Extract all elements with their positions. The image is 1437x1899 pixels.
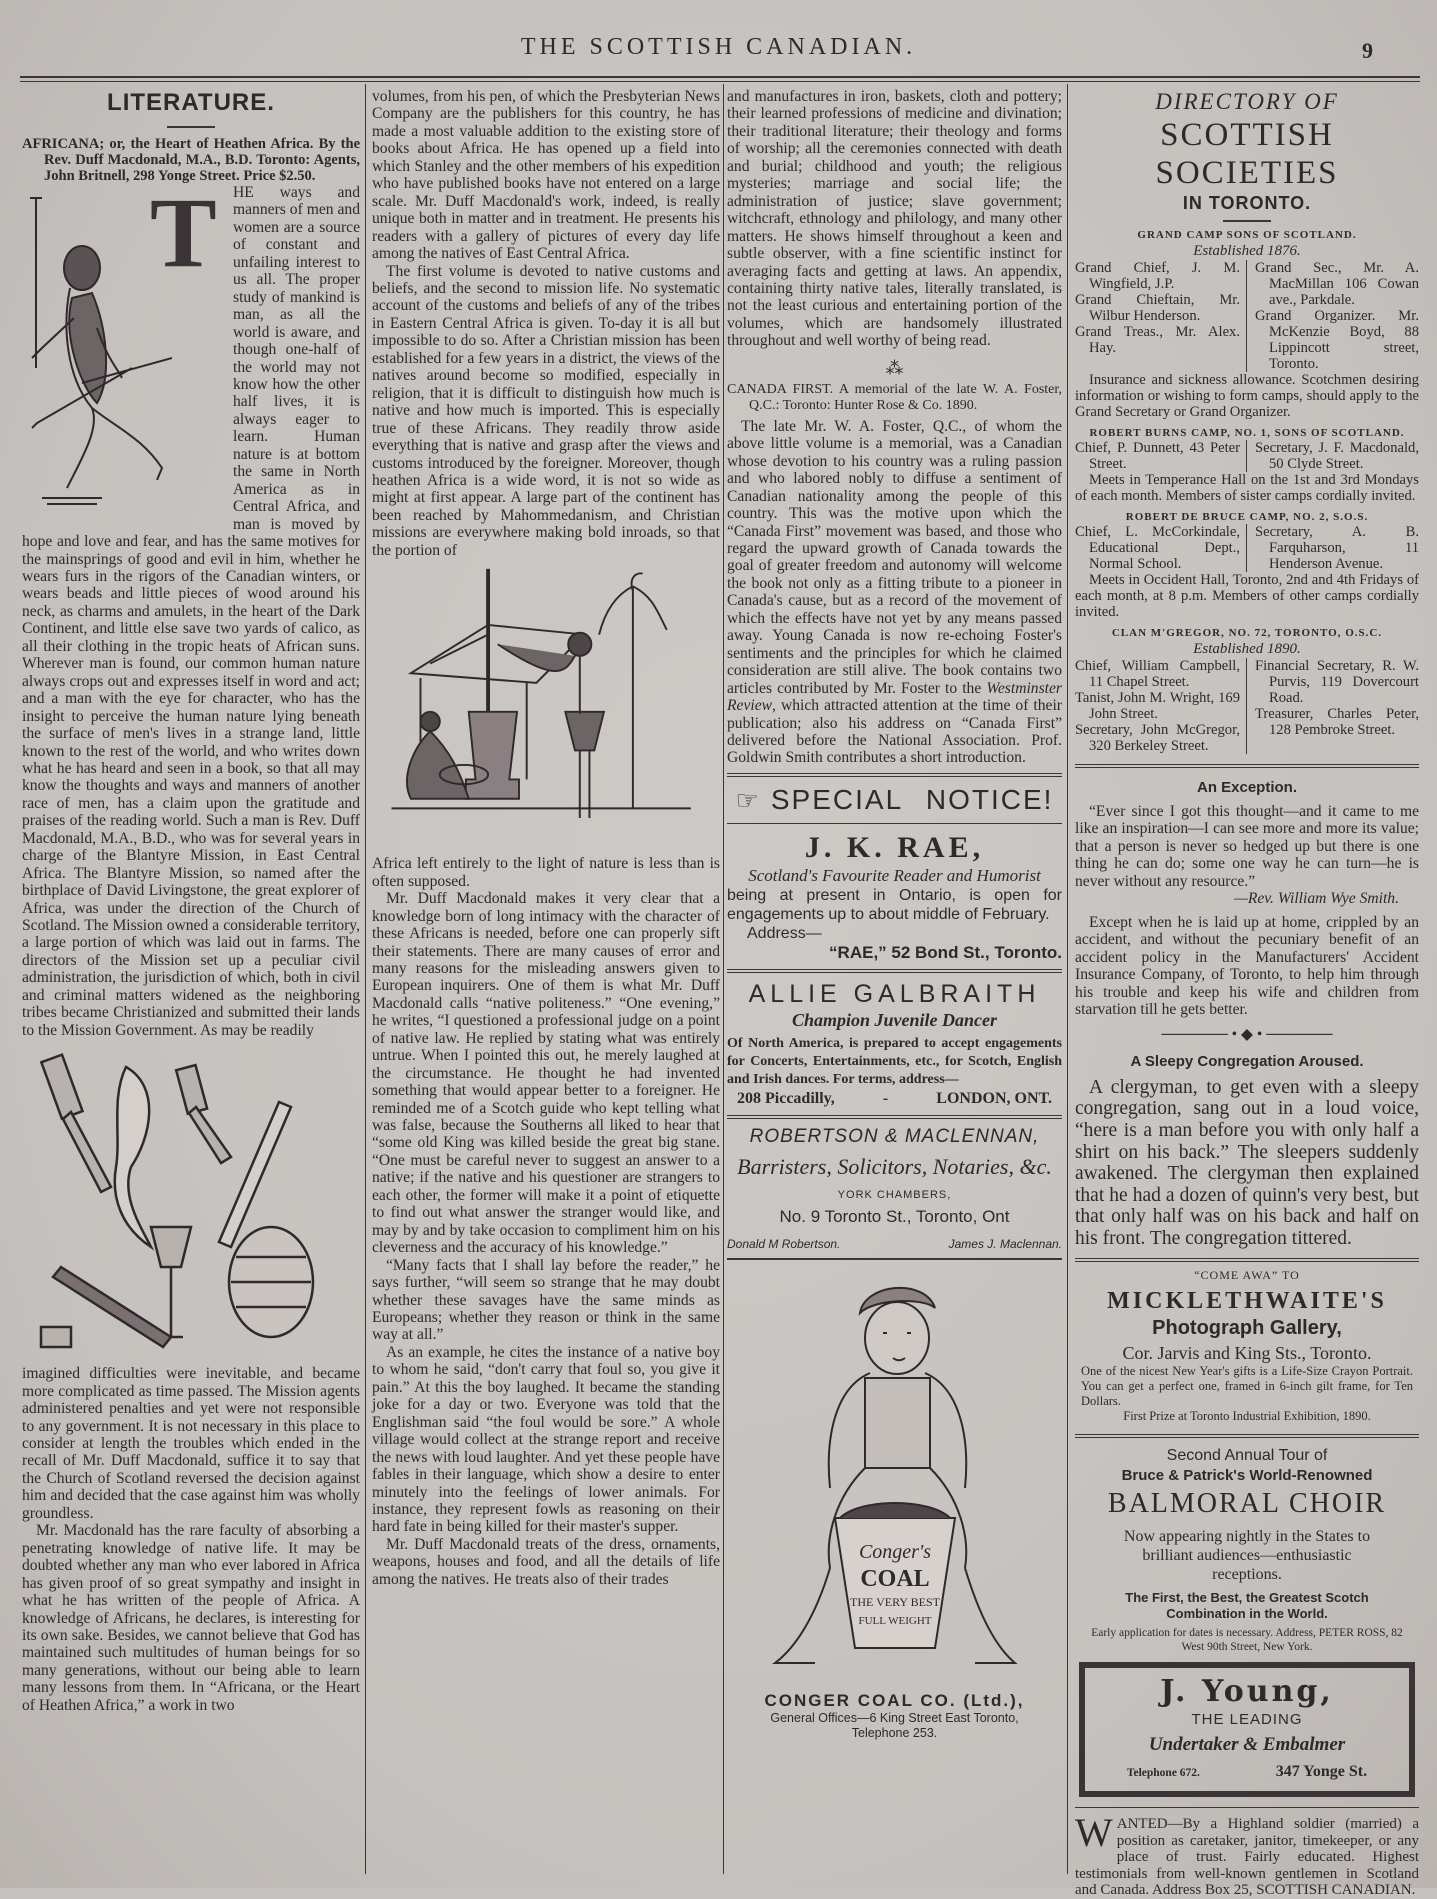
column-3-upper — [727, 88, 1062, 767]
column-2 — [372, 88, 720, 1588]
asterism: ⁂ — [885, 357, 904, 378]
village-scene-illustration — [386, 567, 706, 847]
choir-contact: Early application for dates is necessary. Address, PETER ROSS, 82 West 90th Street, New York. — [1091, 1626, 1403, 1653]
law-firm-profession: Barristers, Solicitors, Notaries, &c. — [737, 1154, 1052, 1180]
undertaker-address: 347 Yonge St. — [1275, 1762, 1368, 1780]
dancer-street: 208 Piccadilly, — [737, 1090, 835, 1108]
officer: Secretary, J. F. Macdonald, 50 Clyde Street. — [1255, 440, 1419, 472]
choir-name: BALMORAL CHOIR — [1107, 1487, 1387, 1519]
camp-established: Established 1876. — [1193, 243, 1301, 259]
directory-title: IN TORONTO. — [1182, 193, 1312, 213]
coal-company: CONGER COAL CO. (Ltd.), — [764, 1690, 1025, 1710]
text-span: The late Mr. W. A. Foster, Q.C., of whom the above little volume is a memorial, was a Canadian whose devotion to his country was a ruling passion and who labored nobly to diffuse a sentiment of Canadian nationality among the people of this country. This was the motive upon which the “Canada First” movement was based, and those who regard the upward growth of Canada towards the goal of greater freedom and autonomy will welcome the book not only as a fitting tribute to a pioneer in Canada's cause, but as a record of the movement of which the effects have not yet by any means passed away. Young Canada is now re-echoing Foster's sentiments and the principles for which he claimed consideration are still alive. The book contains two articles contributed by Mr. Foster to the — [727, 417, 1062, 697]
studio-type: Photograph Gallery, — [1152, 1316, 1342, 1339]
page-number: 9 — [1362, 38, 1373, 63]
performer-name: J. K. RAE, — [804, 831, 985, 865]
ad-rule — [727, 773, 1062, 777]
studio-body: One of the nicest New Year's gifts is a Life-Size Crayon Portrait. You can get a perfect one, framed in 6-inch gilt frame, for Ten Dollars. — [1081, 1363, 1413, 1408]
camp-note: Meets in Occident Hall, Toronto, 2nd and 4th Fridays of each month, at 8 p.m. Members of other camps cordially invited. — [1075, 572, 1419, 620]
drop-cap: T — [150, 177, 217, 288]
directory-title: SCOTTISH SOCIETIES — [1155, 117, 1339, 191]
book-reference: CANADA FIRST. A memorial of the late W. A. Foster, Q.C.: Toronto: Hunter Rose & Co. 1890. — [727, 381, 1062, 413]
camp-entry — [1075, 510, 1419, 620]
ad-pre: “COME AWA” TO — [1194, 1267, 1300, 1282]
section-rule — [1075, 1807, 1419, 1809]
coal-advertisement — [727, 1690, 1062, 1741]
article-paragraph: “Many facts that I shall lay before the reader,” he says further, “will seem so strange that he may doubt whether these savages have the same minds as Europeans; whether they reason or think in the same way at all.” — [372, 1256, 720, 1344]
dancer-name: ALLIE GALBRAITH — [748, 980, 1041, 1009]
section-rule — [1075, 1258, 1419, 1262]
article-paragraph: Mr. Macdonald has the rare faculty of absorbing a penetrating knowledge of native life. It may be doubted whether any man who ever labored in Africa has given proof of so great sympathy and insight in what he has written of the people of Africa. A knowledge of Africans, he declares, is interesting for its own sake. Besides, we cannot believe that God has maintained such multitudes of human beings for so many generations, without our being able to learn many lessons from them. In “Africana, or the Heart of Heathen Africa,” a work in two — [22, 1522, 360, 1714]
dancer-title: Champion Juvenile Dancer — [791, 1010, 997, 1031]
quote: “Ever since I got this thought—and it came to me like an inspiration—I can see more and more its value; that a person is never so hedged up but there is one thing he can do; some one way he can turn—he is never without any resource.” — [1075, 803, 1419, 890]
running-man-illustration — [22, 177, 227, 524]
text-span: , which attracted attention at the time of their publication; also his address on “Canada First” delivered before the National Association. Prof. Goldwin Smith contributes a short introduction. — [727, 697, 1062, 767]
ad-rule — [727, 823, 1062, 825]
article-paragraph: A clergyman, to get even with a sleepy congregation, sang out in a loud voice, “here is a man before you with only half a shirt on his back.” The sleepers suddenly awakened. The clergyman then explained that he had a dozen of quinn's very best, but that only half was on his back and half on his front. The congregation tittered. — [1075, 1076, 1419, 1250]
column-rule — [723, 84, 724, 1874]
tour-line: Second Annual Tour of — [1166, 1446, 1328, 1464]
officer: Secretary, John McGregor, 320 Berkeley Street. — [1075, 722, 1240, 754]
pipes-illustration — [31, 1047, 351, 1357]
ornamental-divider: ────── • ◆ • ────── — [1161, 1026, 1333, 1044]
rae-advertisement — [727, 767, 1062, 1266]
studio-name: MICKLETHWAITE'S — [1107, 1287, 1387, 1314]
law-firm-chambers: YORK CHAMBERS, — [837, 1189, 952, 1202]
dancer-address — [727, 1089, 1062, 1109]
camp-note: Meets in Temperance Hall on the 1st and 3rd Mondays of each month. Members of sister camps cordially invited. — [1075, 472, 1419, 504]
article-paragraph: imagined difficulties were inevitable, and became more complicated as time passed. The Mission agents administered penalties and yet were not responsible to any government. It is not necessary in this place to consider at length the troubles which ended in the recall of Mr. Duff Macdonald, suffice it to say that the Church of Scotland reversed the decision against him and decided that the case against him was wholly groundless. — [22, 1365, 360, 1522]
column-1-upper — [22, 88, 360, 1039]
directory-scottish-societies — [1075, 88, 1419, 774]
studio-address: Cor. Jarvis and King Sts., Toronto. — [1122, 1342, 1372, 1363]
column-4 — [1075, 88, 1419, 1899]
quote-attribution: —Rev. William Wye Smith. — [1233, 890, 1399, 908]
camp-established: Established 1890. — [1193, 641, 1301, 657]
article-paragraph: Mr. Duff Macdonald makes it very clear that a knowledge born of long intimacy with the character of these Africans is needed, before one can properly sift their statements. There are many causes of error and many reasons for the misleading answers given to European inquirers. One of them is what Mr. Duff Macdonald calls “native politeness.” “One evening,” he writes, “I questioned a professional judge on a point of native law. He replied by stating what was entirely untrue. When I pointed this out, he merely laughed at the circumstance. He thought he had invented something that would appear better to a foreigner. He reminded me of a Scotch guide who kept telling what was false, because the Southerns all liked to hear that “some old King was killed beside the great big stane. “One must be careful never to suggest an answer to a native; if the native and his questioner are strangers to each other, the former will make it a point of etiquette to find out what answer the stranger would like, and may by and by take occasion to compliment him on his cleverness and the accuracy of his knowledge.” — [372, 890, 720, 1257]
pointing-hand-icon: ☞ — [735, 784, 761, 815]
dancer-city: LONDON, ONT. — [936, 1090, 1052, 1108]
wanted-body: ANTED—By a Highland soldier (married) a position as caretaker, janitor, timekeeper, or any place of trust. Fairly educated. Highest testimonials from well-known gentlemen in Scotland and Canada. Address Box 25, SCOTTISH CANADIAN. — [1075, 1816, 1419, 1899]
directory-title: DIRECTORY OF — [1155, 89, 1339, 114]
undertaker-leading: THE LEADING — [1191, 1710, 1303, 1728]
camp-name: ROBERT BURNS CAMP, NO. 1, SONS OF SCOTLAND. — [1089, 427, 1405, 439]
performer-tagline: Scotland's Favourite Reader and Humorist — [748, 866, 1041, 886]
partner-name: Donald M Robertson. — [727, 1237, 841, 1252]
boy-with-coal-bag-drawing — [735, 1268, 1055, 1688]
law-firm-name: ROBERTSON & MACLENNAN, — [749, 1126, 1040, 1148]
bag-label: THE VERY BEST — [849, 1594, 940, 1609]
coal-offices: General Offices—6 King Street East Toronto, — [770, 1710, 1019, 1725]
officer: Secretary, A. B. Farquharson, 11 Henderson Avenue. — [1255, 524, 1419, 572]
studio-prize: First Prize at Toronto Industrial Exhibition, 1890. — [1123, 1408, 1371, 1423]
tour-line: Bruce & Patrick's World-Renowned — [1121, 1466, 1373, 1484]
camp-entry — [1075, 228, 1419, 420]
officer: Grand Sec., Mr. A. MacMillan 106 Cowan ave., Parkdale. — [1255, 260, 1419, 308]
officer: Chief, William Campbell, 11 Chapel Street. — [1075, 658, 1240, 690]
column-2-upper — [372, 88, 720, 559]
notice-address: “RAE,” 52 Bond St., Toronto. — [829, 943, 1062, 963]
drop-cap: W — [1075, 1810, 1113, 1856]
article-paragraph: volumes, from his pen, of which the Presbyterian News Company are the publishers for this country, he has made a most valuable addition to the existing store of books about Africa. He has opened up a field into which Stanley and the other members of his expedition who have published books have not entered on a large scale. Mr. Duff Macdonald's work, indeed, is really unique both in matter and in treatment. He presents his readers with a gallery of pictures of every day life among the natives of East Central Africa. — [372, 88, 720, 263]
article-paragraph: and manufactures in iron, baskets, cloth and pottery; their learned professions of medicine and divination; their traditional literature; their theology and forms of worship; all the ceremonies connected with death and burial; childhood and youth; the religious mysteries; marriage and social life; the administration of justice; slave government; witchcraft, ethnology and philology, and many other matters. He shows himself throughout a keen and subtle observer, with a fine scientific instinct for averaging facts and getting at laws. An appendix, containing thirty native tales, literally translated, is not the least curious and entertaining portion of the volumes, which are handsomely illustrated throughout and well worthy of being read. — [727, 88, 1062, 350]
officer: Grand Chief, J. M. Wingfield, J.P. — [1075, 260, 1240, 292]
undertaker-trade: Undertaker & Embalmer — [1148, 1733, 1346, 1755]
officer: Treasurer, Charles Peter, 128 Pembroke Street. — [1255, 706, 1419, 738]
camp-entry — [1075, 426, 1419, 504]
article-paragraph: Mr. Duff Macdonald treats of the dress, ornaments, weapons, houses and food, and all the details of life among the natives. He treats also of their trades — [372, 1535, 720, 1588]
article-paragraph: Africa left entirely to the light of nature is less than is often supposed. — [372, 855, 720, 890]
officer: Grand Chieftain, Mr. Wilbur Henderson. — [1075, 292, 1240, 324]
article-paragraph: Except when he is laid up at home, crippled by an accident, and without the pecuniary benefit of an accident policy in the Manufacturers' Accident Insurance Company, of Toronto, to help him through his trouble and keep his wife and children from starvation till he gets better. — [1075, 913, 1419, 1018]
column-3 — [727, 88, 1062, 1741]
wanted-advertisement — [1075, 1810, 1419, 1899]
column-rule — [1067, 84, 1068, 1874]
camp-name: GRAND CAMP SONS OF SCOTLAND. — [1137, 229, 1357, 241]
partner-name: James J. Maclennan. — [948, 1237, 1062, 1252]
notice-body: being at present in Ontario, is open for engagements up to about middle of February. — [727, 887, 1062, 924]
law-firm-partners — [727, 1237, 1062, 1252]
ad-rule — [727, 969, 1062, 973]
officer: Tanist, John M. Wright, 169 John Street. — [1075, 690, 1240, 722]
coal-telephone: Telephone 253. — [851, 1725, 938, 1740]
law-firm-address: No. 9 Toronto St., Toronto, Ont — [779, 1207, 1010, 1227]
address-label: Address— — [747, 925, 822, 943]
camp-name: CLAN M'GREGOR, NO. 72, TORONTO, O.S.C. — [1111, 627, 1383, 639]
choir-slogan: The First, the Best, the Greatest Scotch Combination in the World. — [1125, 1589, 1369, 1621]
camp-entry — [1075, 626, 1419, 754]
bag-label: FULL WEIGHT — [857, 1614, 932, 1627]
title-rule — [1223, 220, 1271, 222]
officer: Chief, P. Dunnett, 43 Peter Street. — [1075, 440, 1240, 472]
column-1-lower — [22, 1365, 360, 1714]
women-pounding-grain-drawing — [386, 567, 706, 847]
section-title: LITERATURE. — [107, 89, 275, 116]
officer: Grand Organizer. Mr. McKenzie Boyd, 88 Lippincott street, Toronto. — [1255, 308, 1419, 372]
officer: Financial Secretary, R. W. Purvis, 119 Dovercourt Road. — [1255, 658, 1419, 706]
article-paragraph: As an example, he cites the instance of a native boy to whom he said, “don't carry that foul so, you give it pain.” At this the boy laughed. It became the standing joke for a day or two. Everyone was told that the Englishman said “the foul would be sore.” A whole village would collect at the strange report and receive the news with loud laughter. And yet these people have fables in their language, which show a desire to enter minutely into the feelings of lower animals. For instance, they represent fowls as reasoning on their hard fate in being killed for their master's supper. — [372, 1343, 720, 1536]
undertaker-telephone: Telephone 672. — [1126, 1766, 1200, 1779]
ad-rule — [727, 1258, 1062, 1260]
dancer-body: Of North America, is prepared to accept engagements for Concerts, Entertainments, etc., for Scotch, English and Irish dances. For terms, address— — [727, 1036, 1062, 1088]
book-reference: AFRICANA; or, the Heart of Heathen Africa. By the Rev. Duff Macdonald, M.A., B.D. Toronto: Agents, John Britnell, 298 Yonge Street. Price $2.50. — [22, 136, 360, 184]
officer: Grand Treas., Mr. Alex. Hay. — [1075, 324, 1240, 356]
article-heading: A Sleepy Congregation Aroused. — [1130, 1052, 1364, 1070]
masthead-rule — [20, 76, 1420, 78]
undertaker-name: J. Young, — [1160, 1673, 1334, 1709]
article-paragraph — [727, 418, 1062, 767]
notice-heading: SPECIAL NOTICE! — [770, 783, 1054, 815]
column-rule — [365, 84, 366, 1874]
separator: - — [882, 1090, 889, 1108]
ad-rule — [727, 1115, 1062, 1119]
bag-label: Conger's — [858, 1540, 931, 1563]
camp-note: Insurance and sickness allowance. Scotchmen desiring information or wishing to form camps, should apply to the Grand Secretary or Grand Organizer. — [1075, 372, 1419, 420]
african-pipes-drawing — [31, 1047, 351, 1357]
young-advertisement — [1079, 1662, 1415, 1797]
column-2-lower — [372, 855, 720, 1588]
choir-body: Now appearing nightly in the States to brilliant audiences—enthusiastic receptions. — [1123, 1527, 1371, 1583]
section-rule — [1075, 764, 1419, 768]
article-heading: An Exception. — [1196, 779, 1297, 796]
article-paragraph: HE ways and manners of men and women are a source of constant and unfailing interest to us all. The proper study of mankind is man, as all the world is aware, and though one-half of the world may not know how the other half lives, it is always eager to learn. Human nature is at bottom the same in North America as in Central Africa, and man is moved by hope and love and fear, and has the same motives for the mainsprings of good and evil in him, whether he wears furs in the rigors of the Canadian winters, or wears beads and little pieces of wood around his neck, as charms and amulets, in the heart of the Dark Continent, and little else save two yards of calico, as all their clothing in the tropic heats of African suns. Wherever man is found, our common human nature always crops out and expresses itself in word and act; and a man with the eye for character, who has the insight to perceive the human nature lying beneath the surface of men's lives in a strange land, little known to the rest of the world, and who writes down what he has heard and seen in a book, so that all may know the thoughts and ways and manners of another race of men, has a claim upon the gratitude and praises of the reading world. Such a man is Rev. Duff Macdonald, M.A., B.D., who was for several years in charge of the Blantyre Mission, in East Central Africa. The Blantyre Mission, so named after the birthplace of David Livingstone, the great explorer of Africa, was under the direction of the Church of Scotland. The Mission owned a considerable territory, a large portion of which was laid out in farms. The directors of the Mission set up a peculiar civil administration, the jurisdiction of which, both in civil and criminal matters widened as the neighboring tribes became Christianized and submitted their lands to the Mission Government. As may be readily — [22, 184, 360, 1039]
column-1 — [22, 88, 360, 1714]
wanted-text — [1075, 1810, 1419, 1899]
exception-article — [1075, 774, 1419, 1268]
publication-title: Westminster Review — [727, 679, 1062, 715]
article-paragraph: The first volume is devoted to native customs and beliefs, and the second to mission life. No systematic account of the customs and beliefs of any of the tribes in Eastern Central Africa is given. To-day it is all but impossible to do so. After a Christian mission has been established for a few years in a district, the views of the natives around become so modified, especially in religion, that it is difficult to distinguish how much is native and how much is imported. This is especially true of these Africans. They readily throw aside everything that is native and grasp after the views and customs introduced by the foreigner. Moreover, though heathen Africa is a wide word, it is not so wide as might at first appear. A large part of the continent has been reached by Mahommedanism, and Christian missions are everywhere making bold inroads, so that the portion of — [372, 262, 720, 559]
coal-boy-illustration — [735, 1268, 1055, 1688]
masthead-title: THE SCOTTISH CANADIAN. — [520, 34, 917, 60]
title-rule — [167, 126, 215, 128]
bag-label: COAL — [859, 1565, 930, 1592]
officer: Chief, L. McCorkindale, Educational Dept., Normal School. — [1075, 524, 1240, 572]
section-rule — [1075, 1434, 1419, 1438]
camp-name: ROBERT DE BRUCE CAMP, NO. 2, S.O.S. — [1125, 511, 1369, 523]
micklethwaite-advertisement — [1075, 1268, 1419, 1654]
undertaker-contact — [1089, 1762, 1405, 1783]
masthead-rule-thin — [20, 81, 1420, 82]
